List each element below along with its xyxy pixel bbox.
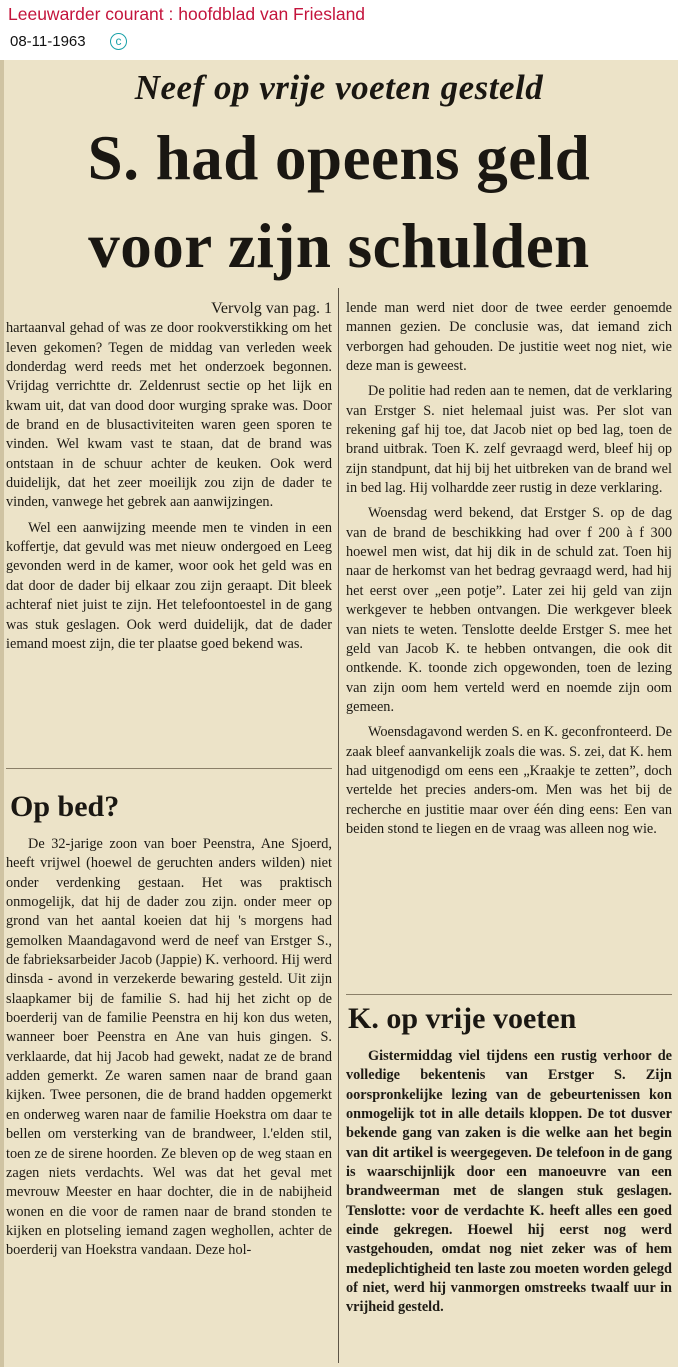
column-1-lower <box>6 835 332 1261</box>
section-rule-right <box>346 994 672 995</box>
column-1-upper <box>6 299 332 654</box>
headline-line-2: voor zijn schulden <box>88 211 590 281</box>
paragraph: Wel een aanwijzing meende men te vinden in een koffertje, dat gevuld was met nieuw ondergoed en Leeg gevonden werd in de kamer, woor ook het geld was en dat door de dader bij elkaar zou zijn geraapt. Dit bleek achteraf niet juist te zijn. Het telefoontoestel in de gang was stuk geslagen. Ook werd duidelijk, dat de dader iemand moest zijn, die ter plaatse goed bekend was. <box>6 519 332 652</box>
column-2-lower <box>346 1047 672 1318</box>
paragraph: Woensdagavond werden S. en K. geconfronteerd. De zaak bleef aanvankelijk zoals die was. S. zei, dat K. hem had uitgenodigd om eens een „Kraakje te zetten”, doch vertelde het precies anders-om. Men was het bij de recherche en justitie maar over één ding eens: Een van beiden stond te liegen en de vraag was alleen nog wie. <box>346 724 672 837</box>
newspaper-title-link[interactable]: Leeuwarder courant : hoofdblad van Friesland <box>8 4 366 24</box>
paragraph: De 32-jarige zoon van boer Peenstra, Ane Sjoerd, heeft vrijwel (hoewel de geruchten anders wilden) niet onder verdenking gestaan. Het was praktisch onmogelijk, dat hij de dader zou zijn. onder meer op grond van het aantal koeien dat hij 's morgens had gemolken Maandagavond werd de neef van Erstger S., de fabrieksarbeider Jacob (Jappie) K. verhoord. Hij werd dinsda - avond in verzekerde bewaring gesteld. Uit zijn slaapkamer bij de familie S. had hij het zicht op de boerderij van de familie Peenstra en hij kon dus weten, wanneer boer Peenstra en Ane van huis gingen. S. verklaarde, dat hij Jacob had gewekt, nadat ze de brand adden gemerkt. Ze waren samen naar de brand gaan kijken. Twee personen, die de brand hadden opgemerkt en onderweg waren naar de familie Hoekstra om daar te bellen om versterking van de brandweer, l.'elden stil, toen ze de sirene hoorden. Ze bleven op de weg staan en zagen niets verdachts. Wel was dat het geval met mevrouw Meester en haar dochter, die in de nabijheid wonen en die voor de ramen naar de brand stonden te kijken en plotseling iemand zagen weghollen, achter de boerderij van Hoekstra vandaan. Deze hol- <box>6 836 332 1259</box>
paragraph: Gistermiddag viel tijdens een rustig verhoor de volledige bekentenis van Erstger S. Zijn oorspronkelijke lezing van de gebeurtenissen kon onmogelijk tot in alle details kloppen. De tot dusver bekende gang van zaken is die welke aan het begin van dit artikel is weergegeven. De telefoon in de gang is waarschijnlijk door een manoeuvre van een brandweerman met de slangen stuk geslagen. Tenslotte: voor de verdachte K. heeft alles een goed einde gekregen. Hoewel hij eerst nog werd vastgehouden, omdat nog niet zeker was of hem medeplichtigheid ten laste zou moeten worden gelegd of niet, werd hij vanmorgen omstreeks twaalf uur in vrijheid gesteld. <box>346 1048 672 1316</box>
paragraph: lende man werd niet door de twee eerder genoemde mannen gezien. De conclusie was, dat iemand zich verborgen had gehouden. De justitie weet nog niet, wie deze man is geweest. <box>346 300 672 375</box>
continued-from-label: Vervolg van pag. 1 <box>211 300 332 317</box>
paragraph: Woensdag werd bekend, dat Erstger S. op de dag van de brand de beschikking had over f 200 à f 300 hoewel men wist, dat hij dik in de schuld zat. Toen hij naar de herkomst van het bedrag gevraagd werd, had hij het eerst over „een potje”. Later zei hij geld van zijn werkgever te hebben ontvangen. Die werkgever bleek van niets te weten. Tenslotte deelde Erstger S. mee het geld van Jacob K. te hebben ontvangen, die ook dit ontkende. K. toonde zich opgewonden, toen de lezing van zijn oom hem verteld werd en noemde zijn oom gemeen. <box>346 505 672 715</box>
column-divider <box>338 288 339 1363</box>
section-rule-left <box>6 768 332 769</box>
subheading-k-op-vrije-voeten: K. op vrije voeten <box>348 1002 577 1035</box>
publication-date: 08-11-1963 <box>10 33 86 50</box>
record-header <box>0 0 678 60</box>
paragraph: hartaanval gehad of was ze door rookverstikking om het leven gekomen? Tegen de middag van verleden week donderdag werd reeds met het onderzoek begonnen. Vrijdag verrichtte dr. Zeldenrust sectie op het lijk en kwam uit, dat van dood door wurging sprake was. Door de brand en de blusactiviteiten waren geen sporen te vinden. Wel kwam vast te staan, dat de brand was ontstaan in de schuur achter de keuken. Ook werd duidelijk, dat het zeer moeilijk zou zijn de dader te vinden, vanwege het gebrek aan aanwijzingen. <box>6 320 332 511</box>
newspaper-clipping <box>0 60 678 1367</box>
article-kicker: Neef op vrije voeten gesteld <box>134 68 544 107</box>
paragraph: De politie had reden aan te nemen, dat de verklaring van Erstger S. niet helemaal juist was. Per slot van rekening gaf hij toe, dat Jacob niet op bed lag, toen de brand uitbrak. Toen K. zelf gevraagd werd, bleef hij op zijn standpunt, dat hij bij het uitbreken van de brand wel in bed lag. Hij volhardde zeer rustig in deze verklaring. <box>346 383 672 497</box>
headline-line-1: S. had opeens geld <box>87 123 591 193</box>
column-2-upper <box>346 299 672 839</box>
copyright-icon[interactable]: c <box>110 33 127 50</box>
subheading-op-bed: Op bed? <box>10 790 120 823</box>
